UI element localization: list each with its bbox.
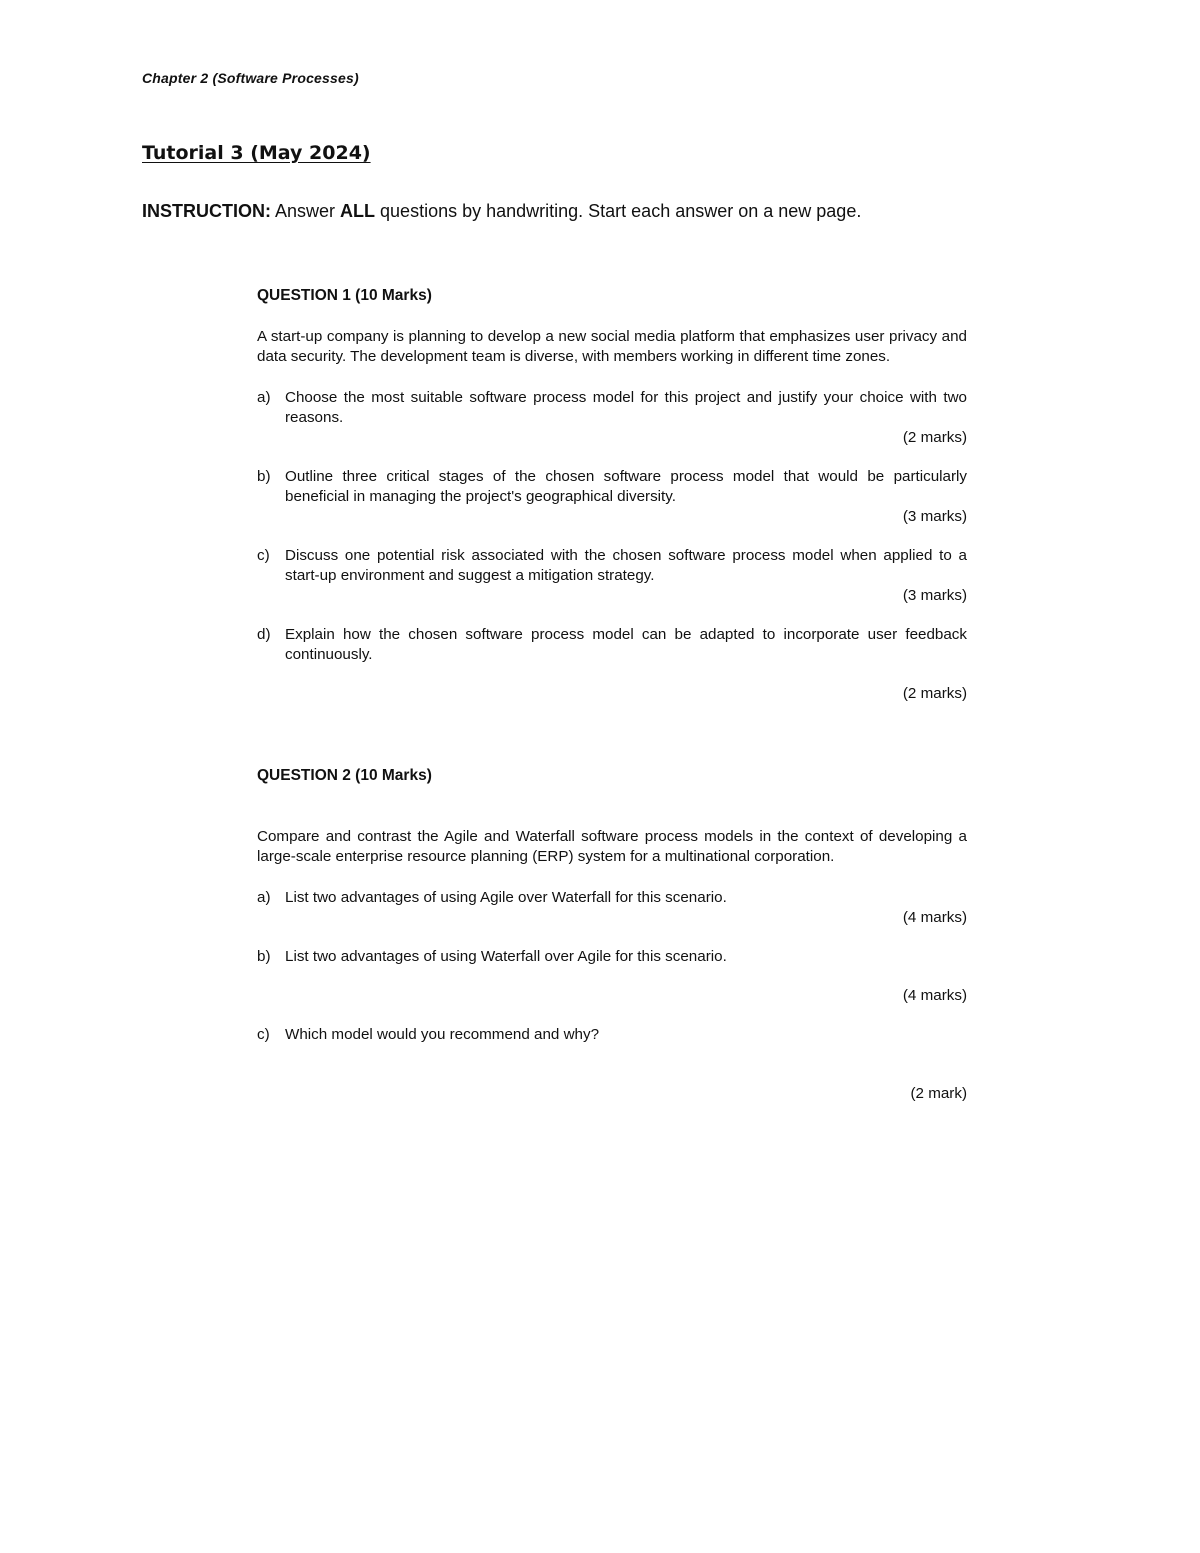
part-letter: b): [257, 468, 271, 485]
part-text: List two advantages of using Waterfall over Agile for this scenario.: [285, 948, 727, 965]
part-text: List two advantages of using Agile over Waterfall for this scenario.: [285, 889, 727, 906]
question-1-heading: QUESTION 1 (10 Marks): [257, 287, 432, 304]
part-letter: b): [257, 948, 271, 965]
part-letter: c): [257, 1026, 270, 1043]
tutorial-title: Tutorial 3 (May 2024): [142, 142, 371, 164]
question-1: [257, 286, 967, 704]
part-letter: a): [257, 389, 271, 406]
question-1-intro: A start-up company is planning to develop a new social media platform that emphasizes user privacy and data security. The development team is diverse, with members working in different time zones.: [257, 328, 967, 365]
part-marks: (3 marks): [902, 508, 967, 525]
chapter-header: Chapter 2 (Software Processes): [142, 70, 359, 86]
part-letter: c): [257, 547, 270, 564]
part-text: Choose the most suitable software process model for this project and justify your choice with two reasons.: [285, 389, 967, 426]
question-1-part-c: [257, 546, 967, 586]
instruction-text-post: questions by handwriting. Start each answer on a new page.: [375, 201, 862, 221]
part-text: Outline three critical stages of the chosen software process model that would be particularly beneficial in managing the project's geographical diversity.: [285, 468, 967, 505]
part-marks: (2 marks): [902, 429, 967, 446]
part-marks: (2 mark): [910, 1085, 967, 1102]
question-2-intro: Compare and contrast the Agile and Waterfall software process models in the context of developing a large-scale enterprise resource planning (ERP) system for a multinational corporation.: [257, 828, 967, 865]
part-marks: (3 marks): [902, 587, 967, 604]
instruction-label: INSTRUCTION:: [142, 201, 271, 221]
instruction-all: ALL: [340, 201, 376, 221]
question-2-part-c: [257, 1025, 967, 1045]
instruction-text-pre: Answer: [271, 201, 341, 221]
instruction-line: [142, 201, 861, 222]
part-letter: d): [257, 626, 271, 643]
part-text: Explain how the chosen software process model can be adapted to incorporate user feedback continuously.: [285, 626, 967, 663]
question-1-part-d: [257, 625, 967, 665]
question-1-part-a: [257, 388, 967, 428]
question-1-part-b: [257, 467, 967, 507]
question-2: [257, 766, 967, 1104]
part-marks: (2 marks): [902, 685, 967, 702]
part-text: Discuss one potential risk associated with the chosen software process model when applied to a start-up environment and suggest a mitigation strategy.: [285, 547, 967, 584]
part-letter: a): [257, 889, 271, 906]
question-2-heading: QUESTION 2 (10 Marks): [257, 767, 432, 784]
part-marks: (4 marks): [902, 987, 967, 1004]
question-2-part-b: [257, 947, 967, 967]
question-2-part-a: [257, 888, 967, 908]
part-marks: (4 marks): [902, 909, 967, 926]
part-text: Which model would you recommend and why?: [285, 1026, 600, 1043]
